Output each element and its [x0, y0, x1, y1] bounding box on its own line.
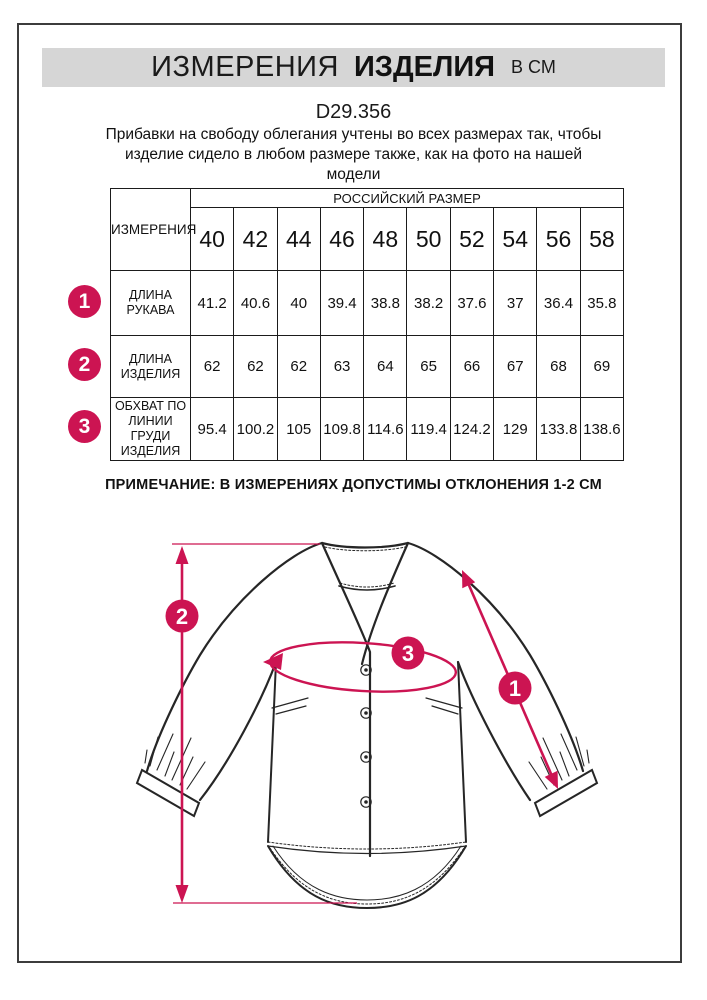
row-label-sleeve-length: ДЛИНА РУКАВА [111, 271, 191, 336]
inner-back-neck [339, 586, 395, 590]
title-units: В СМ [511, 57, 556, 77]
tolerance-note: ПРИМЕЧАНИЕ: В ИЗМЕРЕНИЯХ ДОПУСТИМЫ ОТКЛОНЕНИЯ 1-2 СМ [105, 477, 602, 493]
table-cell: 35.8 [580, 271, 623, 336]
table-cell: 62 [234, 336, 277, 398]
right-welt [426, 698, 462, 714]
size-header: 50 [407, 208, 450, 271]
table-cell: 133.8 [537, 398, 580, 461]
table-cell: 40.6 [234, 271, 277, 336]
fit-description-line: модели [326, 166, 381, 183]
table-cell: 100.2 [234, 398, 277, 461]
table-cell: 37.6 [450, 271, 493, 336]
chest-girth-ellipse [269, 637, 458, 696]
front-hem-stitching [268, 842, 466, 849]
size-group-header: РОССИЙСКИЙ РАЗМЕР [191, 189, 624, 208]
size-header: 48 [364, 208, 407, 271]
table-cell: 37 [494, 271, 537, 336]
table-cell: 65 [407, 336, 450, 398]
size-header: 44 [277, 208, 320, 271]
row-label-chest-girth: ОБХВАТ ПО ЛИНИИ ГРУДИ ИЗДЕЛИЯ [111, 398, 191, 461]
diagram-marker-1-label: 1 [508, 676, 522, 701]
fit-description-line: изделие сидело в любом размере также, как на фото на нашей [124, 146, 583, 163]
arrowhead-up [176, 546, 189, 564]
blouse-outline [137, 543, 597, 908]
table-cell: 38.8 [364, 271, 407, 336]
page-title: ИЗМЕРЕНИЯ [151, 51, 339, 83]
table-cell: 38.2 [407, 271, 450, 336]
page-title-bold: ИЗДЕЛИЯ [353, 51, 496, 83]
table-cell: 119.4 [407, 398, 450, 461]
size-header: 54 [494, 208, 537, 271]
table-cell: 129 [494, 398, 537, 461]
curved-hem [268, 846, 466, 908]
size-header: 40 [191, 208, 234, 271]
table-cell: 67 [494, 336, 537, 398]
size-header: 56 [537, 208, 580, 271]
table-cell: 95.4 [191, 398, 234, 461]
table-cell: 62 [277, 336, 320, 398]
measure-3-badge: 3 [68, 410, 101, 443]
right-cuff [535, 770, 597, 816]
table-cell: 105 [277, 398, 320, 461]
left-welt [272, 698, 308, 714]
table-cell: 68 [537, 336, 580, 398]
measure-1-badge: 1 [68, 285, 101, 318]
table-cell: 40 [277, 271, 320, 336]
table-cell: 138.6 [580, 398, 623, 461]
fit-description-line: Прибавки на свободу облегания учтены во всех размерах так, чтобы [105, 126, 602, 143]
table-cell: 64 [364, 336, 407, 398]
table-cell: 41.2 [191, 271, 234, 336]
size-header: 52 [450, 208, 493, 271]
diagram-marker-3-label: 3 [401, 641, 415, 666]
table-cell: 124.2 [450, 398, 493, 461]
table-cell: 69 [580, 336, 623, 398]
table-cell: 62 [191, 336, 234, 398]
size-header: 46 [320, 208, 363, 271]
table-cell: 63 [320, 336, 363, 398]
table-cell: 109.8 [320, 398, 363, 461]
table-cell: 39.4 [320, 271, 363, 336]
table-cell: 114.6 [364, 398, 407, 461]
table-corner-label: ИЗМЕРЕНИЯ [111, 189, 191, 271]
measure-2-badge: 2 [68, 348, 101, 381]
table-cell: 66 [450, 336, 493, 398]
left-cuff [137, 770, 199, 816]
size-header: 42 [234, 208, 277, 271]
article-number: D29.356 [315, 101, 392, 123]
table-cell: 36.4 [537, 271, 580, 336]
row-label-garment-length: ДЛИНА ИЗДЕЛИЯ [111, 336, 191, 398]
size-header: 58 [580, 208, 623, 271]
arrowhead-down [176, 885, 189, 903]
diagram-marker-2-label: 2 [175, 604, 189, 629]
